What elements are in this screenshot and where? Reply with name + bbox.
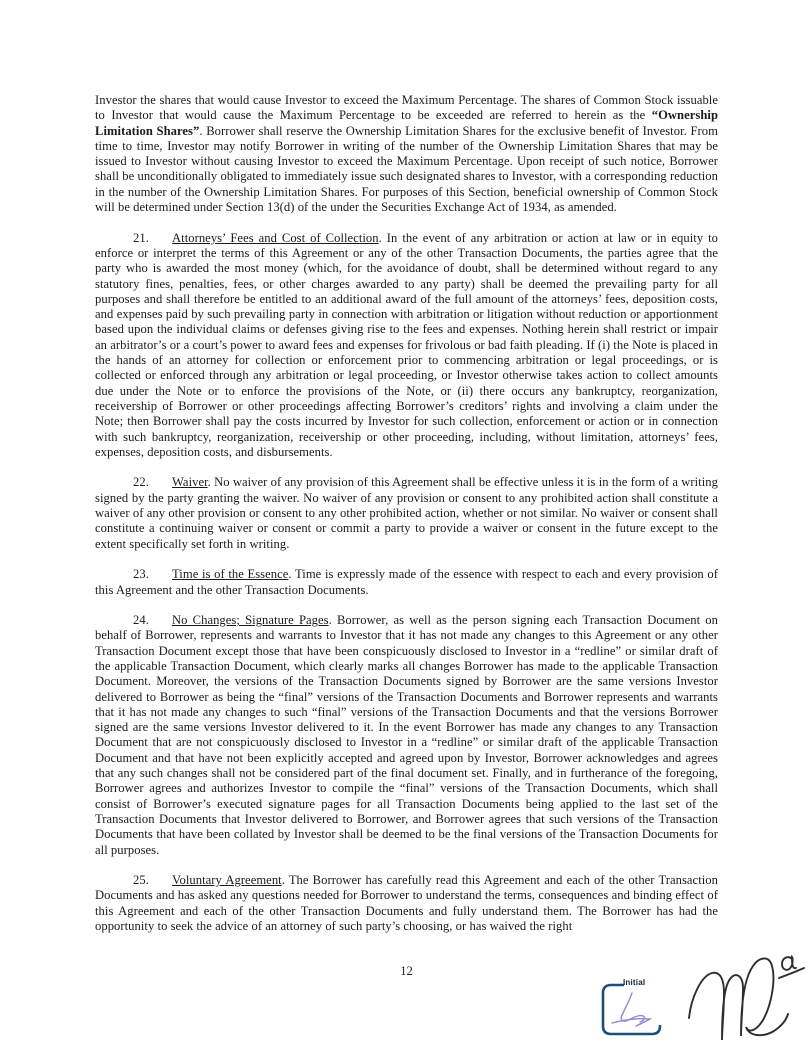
section-21-attorneys-fees: [95, 231, 718, 460]
section-body: . Time is expressly made of the essence with respect to each and every provision of this Agreement and the other Transaction Documents.: [95, 567, 718, 597]
section-heading: Time is of the Essence: [172, 567, 289, 582]
section-number: 25.: [133, 873, 149, 888]
section-body: . In the event of any arbitration or action at law or in equity to enforce or interpret the terms of this Agreement or any of the other Transaction Documents, the parties agree that the party who is awarded the most money (which, for the avoidance of doubt, shall be determined without regard to any statutory fines, penalties, fees, or other charges awarded to any party) shall be deemed the prevailing party for all purposes and shall therefore be entitled to an additional award of the full amount of the attorneys’ fees, deposition costs, and expenses paid by such prevailing party in connection with arbitration or litigation without reduction or apportionment based upon the individual claims or defenses giving rise to the fees and expenses. Nothing herein shall restrict or impair an arbitrator’s or a court’s power to award fees and expenses for frivolous or bad faith pleading. If (i) the Note is placed in the hands of an attorney for collection or enforcement prior to commencing arbitration or legal proceedings, or is collected or enforced through any arbitration or legal proceeding, or Investor otherwise takes action to collect amounts due under the Note or to enforce the provisions of the Note, or (ii) there occurs any bankruptcy, reorganization, receivership of Borrower or other proceedings affecting Borrower’s creditors’ rights and involving a claim under the Note; then Borrower shall pay the costs incurred by Investor for such collection, enforcement or action or in connection with such bankruptcy, reorganization, receivership or other proceeding, including, without limitation, attorneys’ fees, expenses, deposition costs, and disbursements.: [95, 230, 719, 459]
section-24-no-changes-signature-pages: [95, 613, 718, 858]
initial-stamp-box-icon: [599, 978, 671, 1042]
initial-here-stamp: [599, 978, 671, 1042]
section-22-waiver: [95, 475, 718, 551]
section-number: 24.: [133, 613, 149, 628]
handwritten-signature: [676, 946, 811, 1050]
section-heading: Waiver: [172, 475, 208, 490]
intro-text-pre: Investor the shares that would cause Investor to exceed the Maximum Percentage. The shares of Common Stock issuable to Investor that would cause the Maximum Percentage to be exceeded are referred to herein as the: [95, 93, 718, 123]
intro-text-post: . Borrower shall reserve the Ownership Limitation Shares for the exclusive benefit of Investor. From time to time, Investor may notify Borrower in writing of the number of the Ownership Limitation Shares that may be issued to Investor without causing Investor to exceed the Maximum Percentage. Upon receipt of such notice, Borrower shall be unconditionally obligated to immediately issue such designated shares to Investor, with a corresponding reduction in the number of the Ownership Limitation Shares. For purposes of this Section, beneficial ownership of Common Stock will be determined under Section 13(d) of the under the Securities Exchange Act of 1934, as amended.: [95, 123, 718, 215]
section-heading: No Changes; Signature Pages: [172, 613, 329, 628]
section-number: 21.: [133, 230, 149, 245]
section-number: 23.: [133, 567, 149, 582]
page-number: 12: [400, 964, 413, 978]
document-body: [95, 93, 718, 950]
intro-bold-term: “Ownership Limitation Shares”: [95, 108, 718, 138]
section-25-voluntary-agreement: [95, 873, 718, 934]
section-body: . The Borrower has carefully read this Agreement and each of the other Transaction Documents and has asked any questions needed for Borrower to understand the terms, consequences and binding effect of this Agreement and each of the other Transaction Documents and fully understand them. The Borrower has had the opportunity to seek the advice of an attorney of such party’s choosing, or has waived the right: [95, 873, 718, 934]
section-number: 22.: [133, 475, 149, 490]
section-heading: Voluntary Agreement: [172, 873, 282, 888]
signature-icon: [676, 946, 811, 1050]
section-23-time-is-of-the-essence: [95, 567, 718, 598]
section-body: . Borrower, as well as the person signing each Transaction Document on behalf of Borrower, represents and warrants to Investor that it has not made any changes to this Agreement or any other Transaction Document except those that have been conspicuously disclosed to Investor in a “redline” or similar draft of the applicable Transaction Document, which clearly marks all changes Borrower has made to the applicable Transaction Document. Moreover, the versions of the Transaction Documents signed by Borrower are the same versions Investor delivered to Borrower as being the “final” versions of the Transaction Documents and Borrower represents and warrants that it has not made any changes to such “final” versions of the Transaction Documents and that the versions Borrower signed are the same versions Investor delivered to it. In the event Borrower has made any changes to any Transaction Document that are not conspicuously disclosed to Investor in a “redline” or similar draft of the applicable Transaction Document and that have not been explicitly accepted and agreed upon by Investor, Borrower acknowledges and agrees that any such changes shall not be considered part of the final document set. Finally, and in furtherance of the foregoing, Borrower agrees and authorizes Investor to compile the “final” versions of the Transaction Documents, which shall consist of Borrower’s executed signature pages for all Transaction Documents being applied to the last set of the Transaction Documents that Investor delivered to Borrower, and Borrower agrees that such versions of the Transaction Documents that have been collated by Investor shall be deemed to be the final versions of the Transaction Documents for all purposes.: [95, 613, 718, 857]
initial-stamp-label: Initial: [623, 978, 646, 987]
initial-scribble-icon: [612, 993, 650, 1026]
section-body: . No waiver of any provision of this Agreement shall be effective unless it is in the form of a writing signed by the party granting the waiver. No waiver of any provision or consent to any prohibited action shall constitute a waiver of any other provision or consent to any other prohibited action, whether or not similar. No waiver or consent shall constitute a continuing waiver or consent or commit a party to provide a waiver or consent in the future except to the extent specifically set forth in writing.: [95, 475, 718, 551]
section-heading: Attorneys’ Fees and Cost of Collection: [172, 230, 379, 245]
paragraph-intro: [95, 93, 718, 215]
